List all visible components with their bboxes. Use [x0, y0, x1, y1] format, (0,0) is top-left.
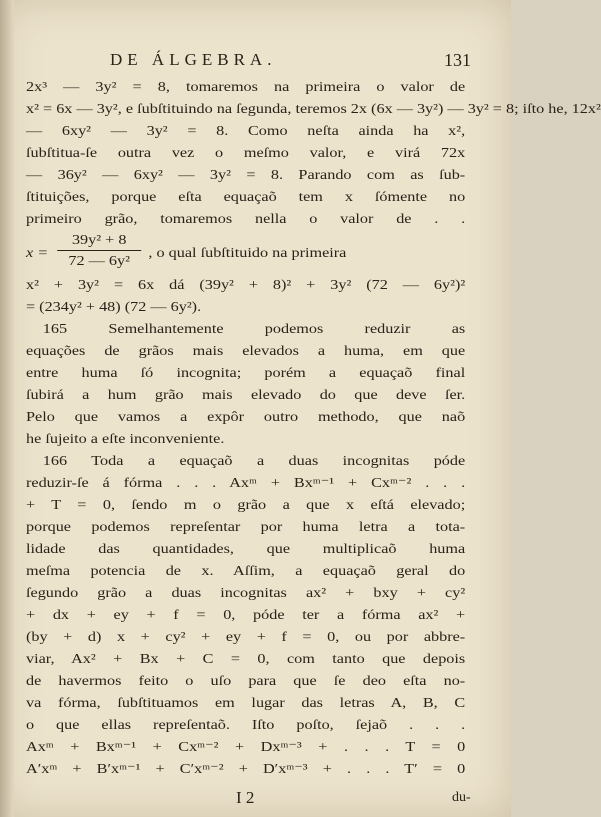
text-line: viar, Ax² + Bx + C = 0, com tanto que depois [26, 651, 466, 666]
running-head: DE ÁLGEBRA. [110, 50, 277, 69]
text-line: ſtituições, porque eſta equaçaõ tem x ſómente no [26, 189, 466, 204]
text-line: (by + d) x + cy² + ey + f = 0, ou por abbre- [26, 629, 466, 644]
page-gutter [0, 0, 14, 817]
text-line: ſegundo grão a duas incognitas ax² + bxy + cy² [26, 585, 466, 600]
text-line: primeiro grão, tomaremos nella o valor de . . [26, 211, 466, 226]
text-line: + T = 0, ſendo m o grão a que x eſtá elevado; [26, 497, 466, 512]
text-line: porque podemos repreſentar por huma letra a tota- [26, 519, 466, 534]
fraction-denominator: 72 — 6y² [68, 253, 130, 268]
formula-lhs: x = [26, 245, 49, 260]
text-line: x² = 6x — 3y², e ſubſtituindo na ſegunda, teremos 2x (6x — 3y²) — 3y² = 8; iſto he, 12x² [26, 101, 601, 116]
page-header [0, 50, 511, 74]
text-line: 2x³ — 3y² = 8, tomaremos na primeira o valor de [26, 79, 466, 94]
formula-rest: , o qual ſubſtituido na primeira [148, 245, 347, 260]
page-footer [0, 788, 511, 810]
equation-line: Axᵐ + Bxᵐ⁻¹ + Cxᵐ⁻² + Dxᵐ⁻³ + . . . T = 0 [26, 739, 466, 754]
text-line: x² + 3y² = 6x dá (39y² + 8)² + 3y² (72 — 6y²)² [26, 277, 466, 292]
text-line: entre huma ſó incognita; porém a equaçaõ final [26, 365, 466, 380]
fraction-numerator: 39y² + 8 [57, 230, 141, 251]
fraction-formula [26, 230, 465, 274]
text-line: Pelo que vamos a expôr outro methodo, que naõ [26, 409, 466, 424]
page-number: 131 [444, 50, 471, 70]
catchword: du- [452, 790, 471, 805]
text-line: equações de grãos mais elevados a huma, em que [26, 343, 466, 358]
paragraph-166-start: 166 Toda a equaçaõ a duas incognitas póde [42, 453, 466, 468]
text-line: va fórma, ſubſtituamos em lugar das letras A, B, C [26, 695, 466, 710]
text-line: — 36y² — 6xy² — 3y² = 8. Parando com as ſub- [26, 167, 466, 182]
equation-line: A′xᵐ + B′xᵐ⁻¹ + C′xᵐ⁻² + D′xᵐ⁻³ + . . . T′ = 0 [26, 761, 466, 776]
text-line: + dx + ey + f = 0, póde ter a fórma ax² + [26, 607, 466, 622]
text-line: o que ellas repreſentaõ. Iſto poſto, ſejaõ . . . [26, 717, 466, 732]
fraction [57, 230, 141, 271]
text-line: ſubſtitua-ſe outra vez o meſmo valor, e virá 72x [26, 145, 466, 160]
signature-mark: I 2 [236, 788, 255, 807]
body-text [26, 76, 601, 780]
paragraph-165-start: 165 Semelhantemente podemos reduzir as [42, 321, 466, 336]
text-line: — 6xy² — 3y² = 8. Como neſta ainda ha x², [26, 123, 466, 138]
text-line: meſma potencia de x. Aſſim, a equaçaõ geral do [26, 563, 466, 578]
text-line: = (234y² + 48) (72 — 6y²). [26, 299, 202, 314]
text-line: he ſujeito a eſte inconveniente. [26, 431, 225, 446]
text-line: reduzir-ſe á fórma . . . Axᵐ + Bxᵐ⁻¹ + Cxᵐ⁻² . . . [26, 475, 466, 490]
text-line: lidade das quantidades, que multiplicaõ huma [26, 541, 466, 556]
text-line: de havermos feito o uſo para que ſe deo eſta no- [26, 673, 466, 688]
text-line: ſubirá a hum grão mais elevado do que deve ſer. [26, 387, 466, 402]
